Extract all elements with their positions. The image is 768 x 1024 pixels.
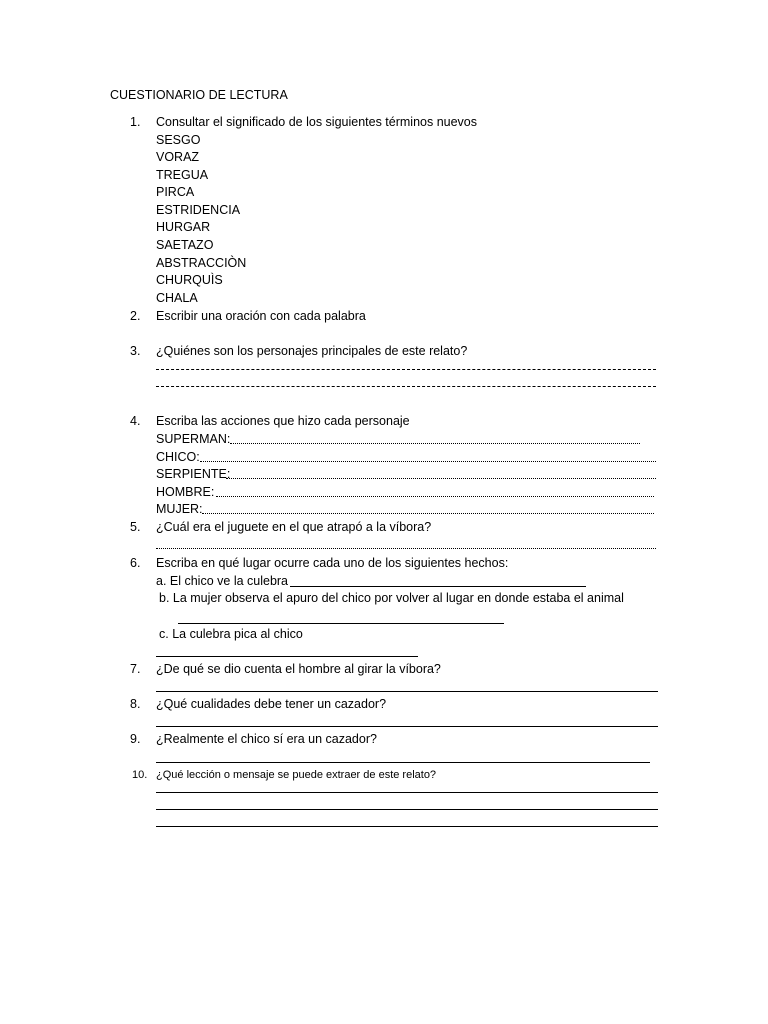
answer-line[interactable] <box>230 443 640 444</box>
answer-line[interactable] <box>156 369 656 370</box>
question-9-number: 9. <box>130 732 141 746</box>
item-6b-text: b. La mujer observa el apuro del chico por volver al lugar en donde estaba el animal <box>159 591 624 605</box>
term-item: VORAZ <box>156 150 200 164</box>
answer-line[interactable] <box>200 461 656 462</box>
answer-line[interactable] <box>290 586 586 587</box>
answer-line[interactable] <box>156 691 658 692</box>
question-6-number: 6. <box>130 556 141 570</box>
question-1-number: 1. <box>130 115 141 129</box>
question-4-text: Escriba las acciones que hizo cada personaje <box>156 414 410 428</box>
question-8-text: ¿Qué cualidades debe tener un cazador? <box>156 697 387 711</box>
character-label: MUJER: <box>156 502 203 516</box>
answer-line[interactable] <box>156 762 650 763</box>
answer-line[interactable] <box>156 792 658 793</box>
question-5-text: ¿Cuál era el juguete en el que atrapó a la víbora? <box>156 520 432 534</box>
question-3-number: 3. <box>130 344 141 358</box>
term-item: SESGO <box>156 133 201 147</box>
item-6a-text: a. El chico ve la culebra <box>156 574 289 588</box>
question-4-number: 4. <box>130 414 141 428</box>
question-10-number: 10. <box>132 769 148 781</box>
term-item: CHURQUÌS <box>156 273 223 287</box>
question-2-number: 2. <box>130 309 141 323</box>
answer-line[interactable] <box>156 809 658 810</box>
item-6c-text: c. La culebra pica al chico <box>159 627 303 641</box>
term-item: CHALA <box>156 291 198 305</box>
answer-line[interactable] <box>178 623 504 624</box>
answer-line[interactable] <box>156 826 658 827</box>
answer-line[interactable] <box>202 513 654 514</box>
term-item: TREGUA <box>156 168 209 182</box>
question-2-text: Escribir una oración con cada palabra <box>156 309 366 323</box>
character-label: CHICO: <box>156 450 200 464</box>
answer-line[interactable] <box>156 548 656 549</box>
term-item: ABSTRACCIÒN <box>156 256 247 270</box>
term-item: HURGAR <box>156 220 211 234</box>
question-9-text: ¿Realmente el chico sí era un cazador? <box>156 732 377 746</box>
character-label: SUPERMAN: <box>156 432 231 446</box>
question-1-text: Consultar el significado de los siguientes términos nuevos <box>156 115 478 129</box>
character-label: SERPIENTE: <box>156 467 231 481</box>
question-8-number: 8. <box>130 697 141 711</box>
answer-line[interactable] <box>156 656 418 657</box>
term-item: SAETAZO <box>156 238 214 252</box>
answer-line[interactable] <box>156 386 656 387</box>
term-item: PIRCA <box>156 185 195 199</box>
answer-line[interactable] <box>226 478 656 479</box>
question-3-text: ¿Quiénes son los personajes principales de este relato? <box>156 344 468 358</box>
question-5-number: 5. <box>130 520 141 534</box>
question-7-text: ¿De qué se dio cuenta el hombre al girar la víbora? <box>156 662 441 676</box>
question-7-number: 7. <box>130 662 141 676</box>
question-10-text: ¿Qué lección o mensaje se puede extraer de este relato? <box>156 769 437 781</box>
character-label: HOMBRE: <box>156 485 215 499</box>
answer-line[interactable] <box>216 496 654 497</box>
term-item: ESTRIDENCIA <box>156 203 241 217</box>
answer-line[interactable] <box>156 726 658 727</box>
question-6-text: Escriba en qué lugar ocurre cada uno de los siguientes hechos: <box>156 556 509 570</box>
page-title: CUESTIONARIO DE LECTURA <box>110 88 288 102</box>
